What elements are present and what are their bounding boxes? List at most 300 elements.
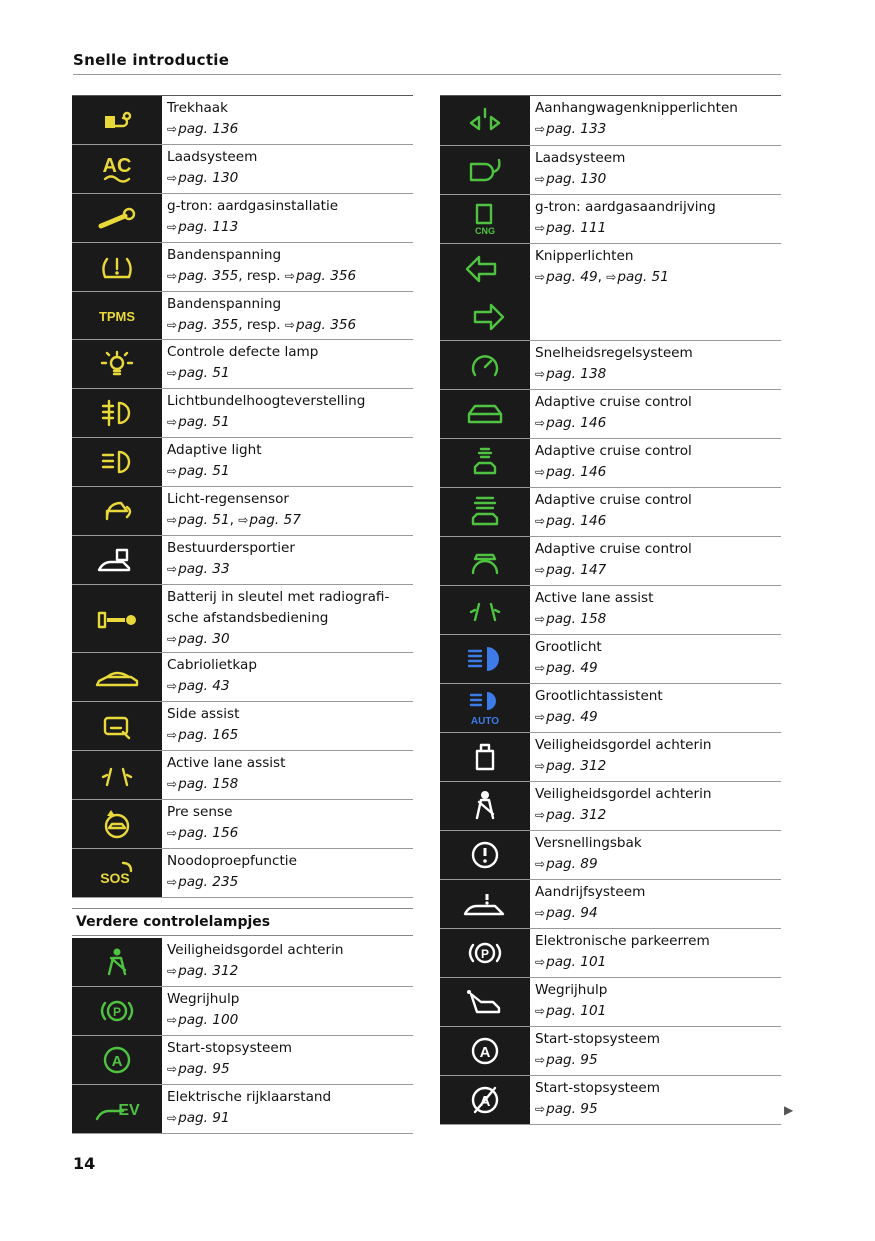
description-cell (162, 145, 257, 193)
description-cell (530, 537, 692, 585)
start-stop-icon (89, 1042, 145, 1078)
page-reference (535, 267, 669, 288)
svg-text:P: P (112, 1005, 122, 1019)
icon-cell (440, 293, 530, 340)
lamp-defect-icon (89, 346, 145, 382)
table-row (440, 635, 781, 684)
page-reference (167, 823, 238, 844)
arrow-icon: ⇨ (535, 465, 546, 479)
page-link[interactable]: pag. 130 (546, 171, 607, 187)
icon-cell (72, 751, 162, 799)
description-cell (530, 684, 663, 732)
sos-icon (89, 855, 145, 891)
page-link[interactable]: pag. 101 (546, 954, 607, 970)
page-reference (535, 560, 692, 581)
icon-cell (440, 1027, 530, 1075)
icon-cell (440, 146, 530, 194)
icon-cell (440, 929, 530, 977)
cruise-control-icon (457, 347, 513, 383)
arrow-icon: ⇨ (167, 366, 178, 380)
pre-sense-icon (89, 806, 145, 842)
page-link[interactable]: pag. 100 (178, 1012, 239, 1028)
description-cell (162, 438, 262, 486)
page-link[interactable]: pag. 130 (178, 170, 239, 186)
row-label: Pre sense (167, 804, 233, 820)
icon-cell (440, 635, 530, 683)
row-label: Adaptive light (167, 442, 262, 458)
table-row (72, 800, 413, 849)
description-cell (162, 487, 301, 535)
page-link[interactable]: pag. 30 (178, 631, 230, 647)
gearbox-icon (457, 837, 513, 873)
page-reference (535, 658, 602, 679)
arrow-icon: ⇨ (167, 1013, 178, 1027)
page-reference (535, 364, 693, 385)
page-link[interactable]: pag. 133 (546, 121, 607, 137)
description-cell (162, 194, 338, 242)
icon-cell (440, 1076, 530, 1124)
page-link[interactable]: pag. 138 (546, 366, 607, 382)
page-link[interactable]: pag. 146 (546, 464, 607, 480)
row-label: Versnellingsbak (535, 835, 642, 851)
driver-door-icon (89, 542, 145, 578)
description-cell (162, 800, 238, 848)
description-cell (162, 849, 297, 897)
arrow-icon: ⇨ (167, 220, 178, 234)
table-row (72, 1036, 413, 1085)
page-reference (535, 1001, 607, 1022)
table-row (72, 96, 413, 145)
arrow-icon: ⇨ (535, 661, 546, 675)
ev-ready-icon (89, 1091, 145, 1127)
row-label: Active lane assist (167, 755, 286, 771)
arrow-icon: ⇨ (535, 710, 546, 724)
high-beam-icon (457, 641, 513, 677)
page-reference (535, 756, 712, 777)
description-cell (530, 978, 607, 1026)
table-row (72, 653, 413, 702)
svg-text:P: P (480, 947, 490, 961)
seatbelt-icon (457, 788, 513, 824)
arrow-icon: ⇨ (535, 955, 546, 969)
table-row (72, 585, 413, 653)
table-row (72, 438, 413, 487)
description-cell (530, 293, 535, 340)
tire-pressure-icon (89, 249, 145, 285)
description-cell (530, 146, 625, 194)
page-link[interactable]: pag. 355 (178, 268, 239, 284)
page-reference (167, 676, 257, 697)
svg-text:AC: AC (102, 155, 132, 177)
page-reference (167, 774, 285, 795)
page-reference (535, 169, 625, 190)
row-label: Aanhangwagenknipperlichten (535, 100, 738, 116)
table-row (440, 1076, 781, 1125)
row-label: Adaptive cruise control (535, 492, 692, 508)
page-link[interactable]: pag. 146 (546, 513, 607, 529)
description-cell (162, 292, 356, 339)
icon-cell (440, 733, 530, 781)
table-row (440, 439, 781, 488)
page-reference (535, 952, 710, 973)
table-row (72, 536, 413, 585)
arrow-icon: ⇨ (535, 563, 546, 577)
tpms-icon (89, 298, 145, 334)
svg-text:A: A (111, 1053, 123, 1070)
page-reference (535, 413, 692, 434)
table-row (440, 733, 781, 782)
row-label: Adaptive cruise control (535, 541, 692, 557)
row-label: Grootlicht (535, 639, 602, 655)
table-row (440, 586, 781, 635)
page-link[interactable]: pag. 51 (617, 269, 669, 285)
row-label: Start-stopsysteem (167, 1040, 292, 1056)
page-link[interactable]: pag. 147 (546, 562, 607, 578)
headlight-range-icon (89, 395, 145, 431)
arrow-icon: ⇨ (535, 122, 546, 136)
page-link[interactable]: pag. 356 (295, 317, 357, 333)
description-cell (162, 702, 239, 750)
description-cell (530, 831, 642, 879)
acc-car-icon (457, 396, 513, 432)
icon-cell (440, 586, 530, 634)
page-link[interactable]: pag. 355 (178, 317, 239, 333)
row-label: Laadsysteem (535, 150, 626, 166)
page-reference (535, 1099, 660, 1120)
row-label: Laadsysteem (167, 149, 258, 165)
row-label: Controle defecte lamp (167, 344, 319, 360)
turn-left-icon (457, 251, 513, 287)
table-row (72, 243, 413, 292)
row-label: Active lane assist (535, 590, 654, 606)
arrow-icon: ⇨ (167, 679, 178, 693)
page-link[interactable]: pag. 356 (295, 268, 357, 284)
arrow-icon: ⇨ (535, 612, 546, 626)
page-reference (167, 1010, 239, 1031)
page-link[interactable]: pag. 136 (178, 121, 239, 137)
arrow-icon: ⇨ (167, 1062, 178, 1076)
description-cell (530, 439, 692, 487)
arrow-icon: ⇨ (167, 964, 178, 978)
row-label: Knipperlichten (535, 248, 634, 264)
table-row (440, 146, 781, 195)
icon-cell (440, 684, 530, 732)
page-link[interactable]: pag. 89 (546, 856, 598, 872)
arrow-icon: ⇨ (167, 513, 178, 527)
icon-cell (72, 1036, 162, 1084)
page-link[interactable]: pag. 235 (178, 874, 239, 890)
table-row (72, 145, 413, 194)
icon-cell (440, 488, 530, 536)
table-row (72, 487, 413, 536)
page-reference (535, 1050, 660, 1071)
page-link[interactable]: pag. 113 (178, 219, 239, 235)
trailer-hitch-icon (89, 102, 145, 138)
icon-cell (72, 800, 162, 848)
page-link[interactable]: pag. 43 (178, 678, 230, 694)
icon-cell (72, 389, 162, 437)
icon-cell (72, 938, 162, 986)
description-cell (162, 243, 356, 291)
lane-assist-icon (457, 592, 513, 628)
seatbelt-rear-seat-icon (457, 739, 513, 775)
page-link[interactable]: pag. 111 (546, 220, 607, 236)
arrow-icon: ⇨ (167, 562, 178, 576)
table-row (440, 244, 781, 293)
page-reference (167, 559, 295, 580)
icon-cell (440, 978, 530, 1026)
arrow-icon: ⇨ (238, 513, 249, 527)
icon-cell (72, 145, 162, 193)
page-reference (167, 1059, 292, 1080)
arrow-icon: ⇨ (167, 875, 178, 889)
description-cell (162, 96, 238, 144)
icon-cell (72, 849, 162, 897)
seatbelt-rear-icon (89, 944, 145, 980)
icon-cell (72, 96, 162, 144)
description-cell (162, 938, 344, 986)
page-link[interactable]: pag. 158 (178, 776, 239, 792)
high-beam-auto-icon (457, 690, 513, 726)
ref-separator: , (229, 512, 239, 528)
secondary-indicator-table (72, 938, 413, 1134)
icon-cell (72, 194, 162, 242)
page-link[interactable]: pag. 156 (178, 825, 239, 841)
icon-cell (440, 96, 530, 145)
svg-text:A: A (479, 1093, 491, 1110)
row-label: Noodoproepfunctie (167, 853, 297, 869)
row-label: Grootlichtassistent (535, 688, 663, 704)
page-reference (167, 1108, 331, 1129)
arrow-icon: ⇨ (535, 857, 546, 871)
page-reference (167, 266, 356, 287)
page-reference (167, 872, 297, 893)
icon-cell (72, 340, 162, 388)
page-link[interactable]: pag. 312 (546, 807, 607, 823)
description-cell (530, 195, 716, 243)
acc-speedo-icon (457, 543, 513, 579)
section-title: Verdere controlelampjes (72, 908, 413, 936)
charging-plug-icon (457, 152, 513, 188)
icon-cell (440, 244, 530, 293)
description-cell (162, 653, 257, 701)
page-reference (535, 462, 692, 483)
description-cell (530, 880, 645, 928)
lane-assist-icon (89, 757, 145, 793)
arrow-icon: ⇨ (167, 171, 178, 185)
table-row (440, 488, 781, 537)
arrow-icon: ⇨ (167, 464, 178, 478)
page-link[interactable]: pag. 51 (178, 512, 230, 528)
icon-cell (440, 439, 530, 487)
page-reference (535, 854, 642, 875)
page-link[interactable]: pag. 312 (178, 963, 239, 979)
table-row (440, 684, 781, 733)
acc-distance-icon (457, 445, 513, 481)
table-row (72, 938, 413, 987)
table-row (440, 195, 781, 244)
icon-cell (72, 653, 162, 701)
row-label: Wegrijhulp (167, 991, 240, 1007)
page-reference (167, 363, 318, 384)
page-link[interactable]: pag. 95 (178, 1061, 230, 1077)
svg-text:TPMS: TPMS (98, 308, 136, 324)
page-link[interactable]: pag. 57 (249, 512, 301, 528)
page-link[interactable]: pag. 49 (546, 660, 598, 676)
page-link[interactable]: pag. 51 (178, 463, 230, 479)
adaptive-light-icon (89, 444, 145, 480)
ac-charging-icon (89, 151, 145, 187)
page-link[interactable]: pag. 49 (546, 269, 598, 285)
convertible-top-icon (89, 659, 145, 695)
row-label: sche afstandsbediening (167, 610, 329, 626)
row-label: Bestuurdersportier (167, 540, 295, 556)
page-reference (167, 961, 344, 982)
trailer-turn-signal-icon (457, 103, 513, 139)
description-cell (162, 751, 285, 799)
page-link[interactable]: pag. 51 (178, 365, 230, 381)
start-stop-off-icon (457, 1082, 513, 1118)
description-cell (530, 341, 693, 389)
page-link[interactable]: pag. 312 (546, 758, 607, 774)
arrow-icon: ⇨ (535, 367, 546, 381)
ref-separator: , resp. (238, 317, 285, 333)
page-reference (167, 461, 262, 482)
row-label: Elektronische parkeerrem (535, 933, 710, 949)
page-reference (535, 903, 645, 924)
page-link[interactable]: pag. 146 (546, 415, 607, 431)
row-label: Adaptive cruise control (535, 394, 692, 410)
arrow-icon: ⇨ (535, 416, 546, 430)
description-cell (530, 586, 653, 634)
table-row (440, 96, 781, 146)
icon-cell (440, 195, 530, 243)
description-cell (530, 1076, 660, 1124)
row-label: Adaptive cruise control (535, 443, 692, 459)
arrow-icon: ⇨ (535, 221, 546, 235)
start-stop-icon (457, 1033, 513, 1069)
arrow-icon: ⇨ (167, 1111, 178, 1125)
page-reference (167, 168, 257, 189)
ref-separator: , (597, 269, 607, 285)
side-assist-icon (89, 708, 145, 744)
drive-system-icon (457, 886, 513, 922)
description-cell (162, 1036, 292, 1084)
icon-cell (72, 702, 162, 750)
arrow-icon: ⇨ (535, 808, 546, 822)
icon-cell (72, 536, 162, 584)
icon-cell (440, 880, 530, 928)
table-row (72, 849, 413, 898)
description-cell (530, 96, 738, 145)
arrow-icon: ⇨ (535, 759, 546, 773)
table-row (440, 880, 781, 929)
page-reference (167, 510, 301, 531)
row-label: Lichtbundelhoogteverstelling (167, 393, 366, 409)
arrow-icon: ⇨ (167, 777, 178, 791)
description-cell (530, 244, 669, 293)
page-link[interactable]: pag. 49 (546, 709, 598, 725)
page-link[interactable]: pag. 91 (178, 1110, 230, 1126)
row-label: Batterij in sleutel met radiografi- (167, 589, 390, 605)
parking-brake-icon (89, 993, 145, 1029)
row-label: Cabriolietkap (167, 657, 257, 673)
page-link[interactable]: pag. 95 (546, 1101, 598, 1117)
page-link[interactable]: pag. 158 (546, 611, 607, 627)
parking-brake-icon (457, 935, 513, 971)
icon-cell (72, 987, 162, 1035)
table-row (440, 1027, 781, 1076)
table-row (72, 702, 413, 751)
page-link[interactable]: pag. 51 (178, 414, 230, 430)
description-cell (530, 1027, 660, 1075)
page-link[interactable]: pag. 165 (178, 727, 239, 743)
page-link[interactable]: pag. 94 (546, 905, 598, 921)
row-label: Bandenspanning (167, 296, 282, 312)
table-row (440, 831, 781, 880)
arrow-icon: ⇨ (535, 1004, 546, 1018)
description-cell (530, 929, 710, 977)
description-cell (162, 1085, 331, 1133)
turn-right-icon (457, 299, 513, 335)
page-link[interactable]: pag. 95 (546, 1052, 598, 1068)
table-row (72, 1085, 413, 1134)
description-cell (162, 340, 318, 388)
icon-cell (72, 292, 162, 339)
row-label: Licht-regensensor (167, 491, 289, 507)
icon-cell (72, 438, 162, 486)
ref-separator: , resp. (238, 268, 285, 284)
row-label: Elektrische rijklaarstand (167, 1089, 332, 1105)
row-label: Bandenspanning (167, 247, 282, 263)
icon-cell (440, 831, 530, 879)
icon-cell (440, 782, 530, 830)
page-header (73, 50, 781, 75)
description-cell (530, 390, 692, 438)
arrow-icon: ⇨ (167, 318, 178, 332)
hill-hold-icon (457, 984, 513, 1020)
page-link[interactable]: pag. 101 (546, 1003, 607, 1019)
description-cell (162, 536, 295, 584)
table-row (440, 293, 781, 341)
svg-text:EV: EV (118, 1102, 140, 1119)
table-row (440, 341, 781, 390)
description-cell (530, 635, 602, 683)
page-title: Snelle introductie (73, 51, 230, 69)
icon-cell (72, 585, 162, 652)
acc-distance-wide-icon (457, 494, 513, 530)
description-cell (530, 488, 692, 536)
page-reference (535, 119, 738, 140)
row-label: Veiligheidsgordel achterin (535, 737, 712, 753)
arrow-icon: ⇨ (284, 269, 295, 283)
row-label: Start-stopsysteem (535, 1080, 660, 1096)
page-reference (535, 511, 692, 532)
arrow-icon: ⇨ (535, 1053, 546, 1067)
table-row (440, 537, 781, 586)
table-row (72, 340, 413, 389)
left-indicator-table (72, 95, 413, 1134)
arrow-icon: ⇨ (535, 514, 546, 528)
page-reference (167, 725, 239, 746)
page-reference (167, 119, 238, 140)
cng-fuel-icon (457, 201, 513, 237)
page-reference (535, 805, 712, 826)
page-link[interactable]: pag. 33 (178, 561, 230, 577)
key-battery-icon (89, 601, 145, 637)
icon-cell (440, 390, 530, 438)
arrow-icon: ⇨ (606, 270, 617, 284)
